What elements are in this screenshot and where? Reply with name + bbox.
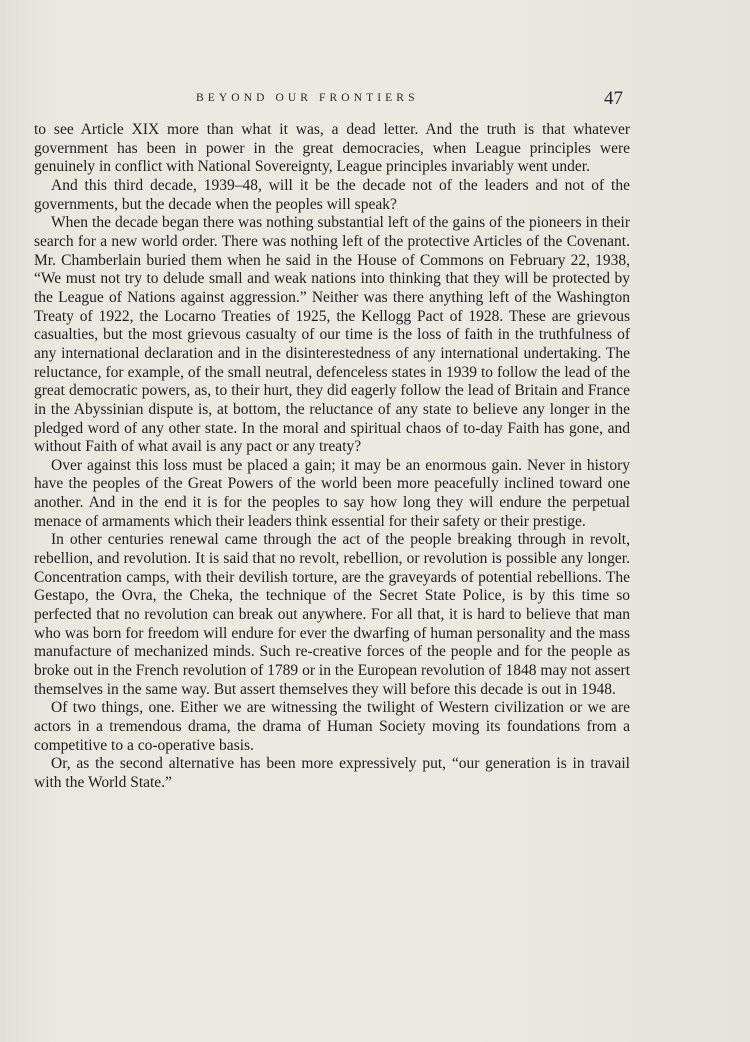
page-header [0,88,750,112]
paragraph: In other centuries renewal came through the act of the people breaking through in revolt, rebellion, and revolution. It is said that no revolt, rebellion, or revolution is possible any longer. Concentration camps, with their devilish torture, are the graveyards of potential rebellions. The Gestapo, the Ovra, the Cheka, the technique of the Secret State Police, is by this time so perfected that no revolution can break out anywhere. For all that, it is hard to believe that man who was born for freedom will endure for ever the dwarfing of human personality and the mass manufacture of mechanized minds. Such re-creative forces of the people and for the people as broke out in the French revolution of 1789 or in the European revolution of 1848 may not assert themselves in the same way. But assert themselves they will before this decade is out in 1948. [34,531,630,698]
body-text [34,121,630,793]
paragraph: When the decade began there was nothing substantial left of the gains of the pioneers in their search for a new world order. There was nothing left of the protective Articles of the Covenant. Mr. Chamberlain buried them when he said in the House of Commons on February 22, 1938, “We must not try to delude small and weak nations into thinking that they will be protected by the League of Nations against aggression.” Neither was there anything left of the Washington Treaty of 1922, the Locarno Treaties of 1925, the Kellogg Pact of 1928. These are grievous casualties, but the most grievous casualty of our time is the loss of faith in the truthfulness of any international declaration and in the disinterestedness of any international undertaking. The reluctance, for example, of the small neutral, defenceless states in 1939 to follow the lead of the great democratic powers, as, to their hurt, they did eagerly follow the lead of Britain and France in the Abyssinian dispute is, at bottom, the reluctance of any state to believe any longer in the pledged word of any other state. In the moral and spiritual chaos of to-day Faith has gone, and without Faith of what avail is any pact or any treaty? [34,214,630,456]
paragraph: Over against this loss must be placed a gain; it may be an enormous gain. Never in history have the peoples of the Great Powers of the world been more peacefully inclined toward one another. And in the end it is for the peoples to say how long they will endure the perpetual menace of armaments which their leaders think essential for their safety or their prestige. [34,456,630,530]
paragraph: And this third decade, 1939–48, will it be the decade not of the leaders and not of the governments, but the decade when the peoples will speak? [34,176,630,213]
paragraph: to see Article XIX more than what it was, a dead letter. And the truth is that whatever government has been in power in the great democracies, when League principles were genuinely in conflict with National Sovereignty, League principles invariably went under. [34,121,630,176]
page-number: 47 [604,88,623,109]
paragraph: Of two things, one. Either we are witnessing the twilight of Western civilization or we are actors in a tremendous drama, the drama of Human Society moving its foundations from a competitive to a co-operative basis. [34,699,630,754]
running-head: BEYOND OUR FRONTIERS [196,92,419,104]
paragraph: Or, as the second alternative has been more expressively put, “our generation is in travail with the World State.” [34,755,630,791]
